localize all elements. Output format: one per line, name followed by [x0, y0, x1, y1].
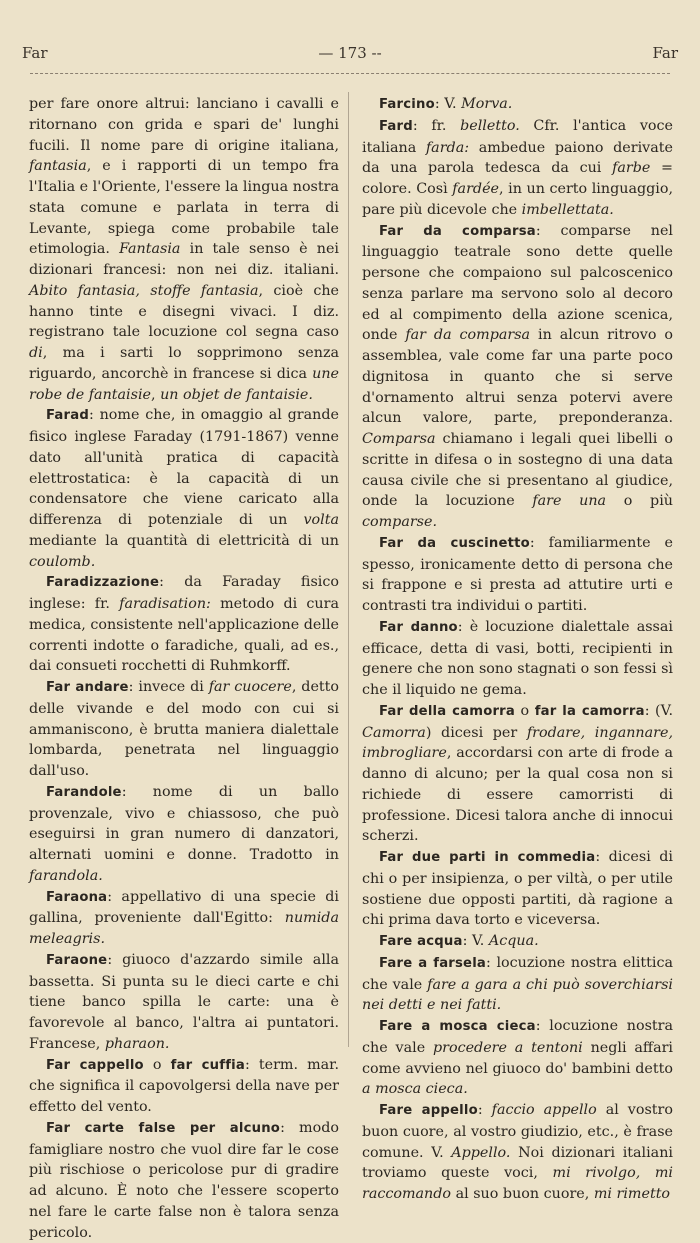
entry-headword: Far da comparsa [379, 223, 536, 239]
entry-headword: Fard [379, 118, 413, 134]
italic-term: une robe de fantaisie [29, 365, 339, 403]
entry-text: in tale senso è nei dizionari francesi: non nei diz. italiani. [29, 241, 339, 278]
italic-term: faradisation: [119, 596, 211, 612]
dictionary-entry-far-da-comparsa [362, 221, 673, 533]
italic-term: farda: [425, 139, 470, 156]
italic-term: fantasia [29, 158, 87, 175]
header-rule [30, 73, 670, 74]
italic-term: numida meleagris. [29, 910, 339, 947]
italic-term: Comparsa [362, 431, 436, 447]
entry-text: : (V. [644, 702, 674, 719]
dictionary-entry-far-andare [29, 677, 339, 782]
entry-text: , [151, 386, 161, 403]
entry-text: mediante la quantità di elettricità di un [29, 532, 339, 549]
entry-headword: Faraone [46, 952, 108, 968]
entry-text: : V. [462, 933, 489, 949]
italic-term: Morva. [461, 96, 513, 112]
dictionary-entry-fare-acqua [362, 931, 673, 953]
entry-text: , e i rapporti di un tempo fra l'Italia e l'Oriente, l'essere la lingua nostra stata comune e parlata in terra di Levante, spiega come probabile tale etimologia. [29, 158, 339, 258]
dictionary-entry-faraona [29, 887, 339, 950]
entry-headword: Fare a mosca cieca [379, 1019, 536, 1034]
entry-text: , in un certo linguaggio, pare più dicevole che [362, 181, 673, 218]
entry-headword: Far due parti in commedia [379, 850, 596, 865]
header-right-guide-word: Far [652, 44, 678, 62]
entry-text: chiamano i legali quei libelli o scritte in difesa o in sostegno di una data causa civile che si presentano al giudice, onde la locuzione [362, 431, 673, 510]
entry-headword: Fare appello [379, 1103, 478, 1118]
dictionary-entry-faraone [29, 950, 339, 1055]
italic-term: coulomb. [29, 553, 96, 570]
dictionary-entry-far-due-parti [362, 847, 673, 931]
entry-text: : dicesi di chi o per insipienza, o per viltà, o per utile sostiene due opposti partiti, dà ragione a chi prima dava torto e viceversa. [362, 849, 674, 929]
dictionary-entry-farcino [362, 94, 673, 116]
italic-term: a mosca cieca. [362, 1081, 468, 1098]
italic-term: fardée [452, 181, 499, 197]
entry-text: : è locuzione dialettale assai efficace, detta di vasi, botti, recipienti in genere che non sono stagnati o son fessi sì che il liquido ne gema. [362, 618, 673, 698]
dictionary-entry-faradizzazione [29, 572, 339, 677]
italic-term: imbellettata. [521, 201, 614, 218]
entry-headword: Faradizzazione [46, 575, 160, 591]
entry-text: = colore. Così [362, 160, 674, 197]
italic-term: procedere a tentoni [433, 1039, 583, 1056]
entry-text: : appellativo di una specie di gallina, proveniente dall'Egitto: [29, 888, 339, 927]
italic-term: Camorra [362, 724, 426, 741]
entry-text: : da Faraday fisico inglese: fr. [29, 574, 339, 612]
entry-text: : [477, 1102, 492, 1118]
entry-headword: Farcino [379, 97, 435, 112]
italic-term: Fantasia [119, 241, 181, 258]
entry-headword: Far danno [379, 619, 458, 635]
italic-term: comparse. [362, 514, 438, 530]
italic-term: di [29, 345, 43, 361]
page-number: — 173 -- [318, 44, 382, 62]
entry-text: : comparse nel linguaggio teatrale sono dette quelle persone che compaiono sul palcoscenico senza parlare ma servono solo al decoro ed al compimento della azione scenica, onde [362, 222, 673, 344]
entry-text: , detto delle vivande e del modo con cui si ammaniscono, è brutta maniera dialettale lombarda, penetrata nel linguaggio dall'uso. [29, 679, 339, 779]
entry-headword: Farandole [46, 784, 122, 800]
entry-text: o [143, 1056, 171, 1073]
dictionary-entry-fare-a-farsela [362, 953, 673, 1016]
entry-text: : locuzione nostra che vale [362, 1018, 674, 1056]
dictionary-entry-far-danno [362, 617, 673, 701]
header-left-guide-word: Far [22, 44, 48, 62]
entry-text: o più [606, 493, 673, 510]
entry-headword: Farad [46, 408, 89, 424]
dictionary-entry-far-della-camorra [362, 701, 673, 847]
dictionary-entry-fare-appello [362, 1100, 673, 1205]
entry-headword: Fare acqua [379, 934, 463, 949]
italic-term: belletto. [460, 117, 520, 134]
entry-headword: Faraona [46, 889, 108, 905]
entry-text: metodo di cura medica, consistente nell'applicazione delle correnti indotte o faradiche, quali, ad es., dai consueti rocchetti di Ruhmkorff. [29, 596, 339, 675]
italic-term: farandola. [29, 867, 103, 884]
italic-term: un objet de fantaisie. [160, 386, 313, 403]
italic-term: far da comparsa [405, 327, 531, 344]
entry-headword: Far carte false per alcuno [46, 1120, 281, 1136]
entry-text: : locuzione nostra elittica che vale [362, 954, 673, 993]
italic-term: mi rimetto [593, 1186, 671, 1202]
entry-headword: Fare a farsela [379, 955, 487, 971]
entry-text: in alcun ritrovo o assemblea, vale come far una parte poco dignitosa in quanto che si serve d'ornamento altrui senza potervi avere alcun valore, parte, preponderanza. [362, 327, 673, 427]
dictionary-entry-far-carte-false [29, 1118, 339, 1243]
entry-text: per fare onore altrui: lanciano i cavalli e ritornano con grida e spari de' lunghi fucili. Il nome pare di origine italiana, [29, 96, 339, 154]
italic-term: pharaon. [104, 1035, 170, 1052]
entry-text: : term. mar. che significa il capovolgersi della nave per effetto del vento. [29, 1056, 339, 1115]
entry-text: : V. [434, 96, 462, 112]
italic-term: Acqua. [488, 933, 539, 949]
entry-text: : invece di [128, 679, 209, 695]
running-header [22, 44, 678, 66]
entry-text: : giuoco d'azzardo simile alla bassetta. Si punta su le dieci carte e chi tiene banco spilla le carte: una è favorevole al banco, l'altra ai puntatori. Francese, [29, 951, 339, 1052]
italic-term: volta [303, 512, 339, 528]
left-column [29, 94, 339, 1243]
dictionary-entry-fantasia-cont [29, 94, 339, 405]
italic-term: Abito fantasia, stoffe fantasia [29, 282, 259, 299]
entry-headword: Far cappello [46, 1057, 144, 1073]
entry-text: : modo famigliare nostro che vuol dire far le cose più rischiose o pericolose pur di gradire ad alcuno. È noto che l'essere scoperto nel fare le carte false non è talora senza pericolo. [29, 1119, 339, 1241]
italic-term: frodare, ingannare, imbrogliare [362, 724, 673, 762]
entry-text: : fr. [412, 117, 461, 134]
italic-term: Appello. [451, 1144, 511, 1161]
entry-text: : familiarmente e spesso, ironicamente detto di persona che si frappone e si presta ad attutire urti e contrasti tra individui o partiti. [362, 534, 674, 614]
entry-text: : nome di un ballo provenzale, vivo e chiassoso, che può eseguirsi in gran numero di danzatori, alternati uomini e donne. Tradotto in [29, 783, 339, 863]
column-divider [348, 92, 349, 1047]
dictionary-entry-fare-a-mosca-cieca [362, 1016, 673, 1100]
italic-term: faccio appello [491, 1102, 597, 1118]
italic-term: far cuocere [208, 679, 292, 695]
entry-headword: Far andare [46, 680, 129, 695]
entry-text: o [514, 702, 535, 719]
entry-text: ) dicesi per [425, 724, 527, 741]
italic-term: farbe [612, 160, 651, 177]
entry-headword: Far da cuscinetto [379, 535, 530, 551]
entry-text: negli affari come avvieno nel giuoco do' bambini detto [362, 1039, 673, 1077]
entry-text: : nome che, in omaggio al grande fisico inglese Faraday (1791-1867) venne dato all'unità pratica di capacità elettrostatica: è la capacità di un condensatore che viene caricato alla differenza di potenziale di un [29, 407, 339, 528]
right-column [362, 94, 673, 1205]
italic-term: mi rivolgo, mi raccomando [362, 1165, 673, 1202]
entry-text: , cioè che hanno tinte e disegni vivaci. I diz. registrano tale locuzione col segna caso [29, 282, 339, 341]
entry-text: , accordarsi con arte di frode a danno di alcuno; per la qual cosa non si richiede di essere camorristi di professione. Dicesi talora anche di innocui scherzi. [362, 745, 673, 845]
dictionary-entry-farandole [29, 782, 339, 887]
dictionary-entry-far-cappello [29, 1055, 339, 1118]
entry-text: Cfr. l'antica voce italiana [362, 117, 673, 156]
dictionary-entry-far-da-cuscinetto [362, 533, 673, 617]
entry-text: al vostro buon cuore, al vostro giudizio, etc., è frase comune. V. [362, 1102, 673, 1161]
entry-text: Noi dizionari italiani troviamo queste voci, [362, 1144, 673, 1182]
entry-text: ambedue paiono derivate da una parola tedesca da cui [362, 139, 673, 177]
entry-text: al suo buon cuore, [451, 1186, 594, 1202]
entry-headword: far la camorra [534, 703, 645, 719]
entry-headword: far cuffia [170, 1057, 245, 1073]
italic-term: fare una [532, 493, 607, 510]
dictionary-entry-fard [362, 116, 673, 221]
dictionary-entry-farad [29, 405, 339, 572]
entry-headword: Far della camorra [379, 703, 515, 719]
entry-text: , ma i sarti lo sopprimono senza riguardo, ancorchè in francese si dica [29, 345, 339, 382]
italic-term: fare a gara a chi può soverchiarsi nei detti e nei fatti. [362, 976, 673, 1014]
